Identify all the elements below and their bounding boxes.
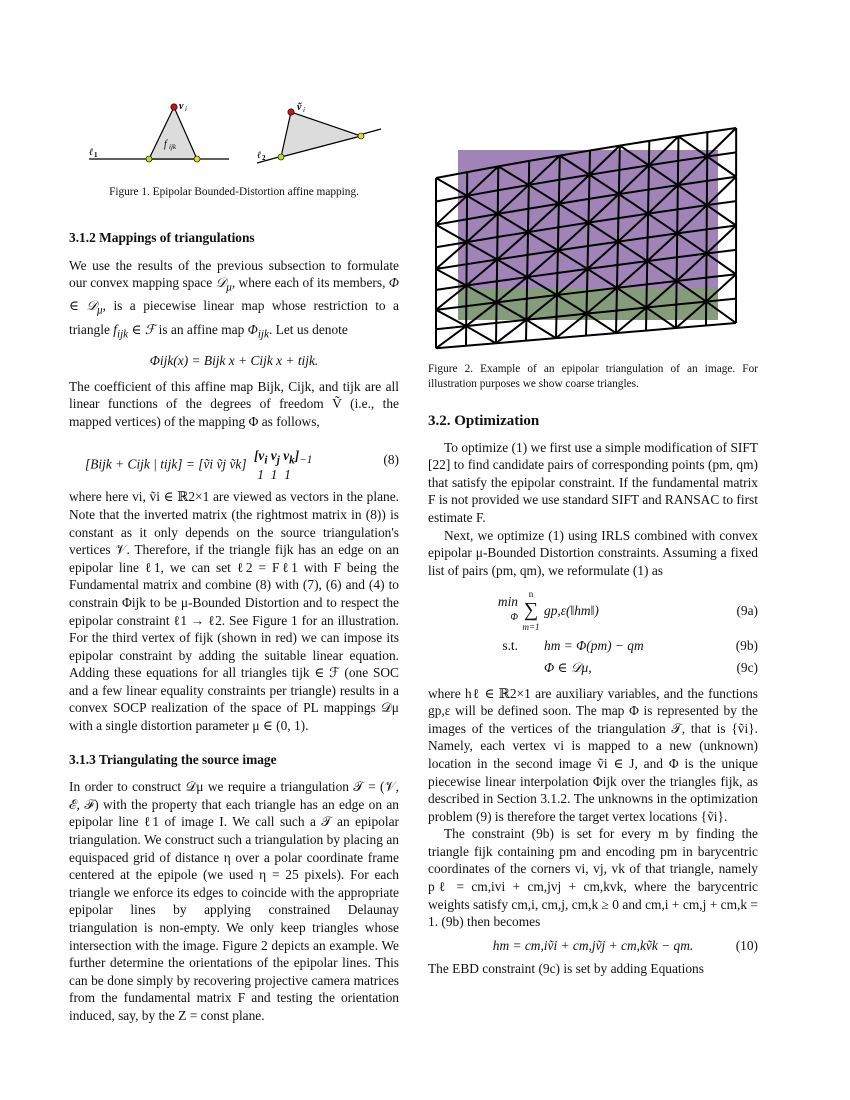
eq9a-body: gp,ε(‖hm‖) bbox=[544, 602, 599, 618]
left-column bbox=[69, 95, 399, 1025]
mesh-edge bbox=[496, 341, 526, 344]
equation-9b-row bbox=[428, 635, 758, 657]
label-vti: ṽ bbox=[297, 102, 302, 113]
vertex-right-1 bbox=[278, 154, 284, 160]
mesh-edge bbox=[706, 323, 736, 326]
vertex-right-2 bbox=[358, 133, 364, 139]
eq9b-body: hm = Φ(pm) − qm bbox=[544, 638, 644, 654]
optimization-problem bbox=[428, 585, 758, 678]
section-3-2-para-5: The EBD constraint (9c) is set by adding Equations bbox=[428, 961, 704, 977]
equation-9a-row: min Φ n ∑ m=1 gp,ε(‖hm‖) (9a) bbox=[428, 585, 758, 635]
mesh-edge bbox=[616, 331, 646, 334]
figure-1-diagram bbox=[69, 95, 399, 170]
figure-2-caption: Figure 2. Example of an epipolar triangulation of an image. For illustration purposes we show coarse triangles. bbox=[428, 363, 758, 390]
section-3-2-para-4: The constraint (9b) is set for every m by finding the triangle fijk containing pm and encoding pm in barycentric coordinates of the corners vi, vj, vk of that triangle, namely pℓ = cm,ivi + cm,jvj + cm,kvk, where the barycentric weights satisfy cm,i, cm,j, cm,k ≥ 0 and cm,i + cm,j + cm,k = 1. (9b) then becomes bbox=[428, 826, 758, 930]
eq9a-min: min bbox=[497, 594, 518, 610]
mapped-triangle bbox=[281, 112, 361, 157]
figure-1 bbox=[69, 95, 399, 198]
section-3-1-3-para: In order to construct 𝒟μ we require a triangulation 𝒯 = (𝒱, ℰ, ℱ) with the property that each triangle has an edge on an epipolar line ℓ1 of image I. We call such a 𝒯 an epipolar triangulation. We construct such a triangulation by placing an equispaced grid of distance η over a polar coordinate frame centered at the epipole (we used η = 25 pixels). For each triangle we enforce its edges to coincide with the appropriate epipolar lines by applying constrained Delaunay triangulation is non-empty. We only keep triangles whose intersection with the image. Figure 2 depicts an example. We further determine the orientations of the epipolar lines. This can be done simply by recovering projective camera matrices from the fundamental matrix F and testing the orientation induced, say, by the Z = const plane. bbox=[69, 779, 399, 1023]
label-fijk-sub: ijk bbox=[169, 143, 176, 151]
eq9b-number: (9b) bbox=[735, 638, 758, 654]
label-vi: v bbox=[179, 101, 184, 112]
mesh-edge bbox=[526, 320, 556, 338]
equation-affine-map: Φijk(x) = Bijk x + Cijk x + tijk. bbox=[149, 352, 319, 368]
label-vti-sub: i bbox=[303, 106, 305, 114]
equation-8-matrix: [$v_i$ $v_j$ $v_k$] 1 1 1 bbox=[253, 448, 300, 483]
figure-2-triangulation bbox=[428, 108, 758, 350]
eq9c-body: Φ ∈ 𝒟μ, bbox=[544, 659, 592, 675]
section-3-2-heading: 3.2. Optimization bbox=[428, 413, 540, 429]
vertex-vi bbox=[171, 104, 177, 110]
mesh-edge bbox=[678, 132, 707, 136]
label-l2: ℓ bbox=[257, 150, 262, 161]
vertex-left-1 bbox=[146, 156, 152, 162]
label-fijk: f bbox=[164, 139, 167, 150]
label-l1: ℓ bbox=[89, 147, 94, 158]
section-3-2-para-3: where hℓ ∈ ℝ2×1 are auxiliary variables, and the functions gp,ε will be defined soon. The map Φ is represented by the images of the vertices of the triangulation 𝒯, that is {ṽi}. Namely, each vertex vi is mapped to a new (unknown) location in the second image ṽi ∈ J, and Φ is the unique piecewise linear interpolation Φijk over the triangles fijk, as described in Section 3.1.2. The unknowns in the optimization problem (9) is therefore the target vertex locations {ṽi}. bbox=[428, 685, 758, 824]
mesh-edge bbox=[466, 343, 496, 346]
section-3-2-para-2: Next, we optimize (1) using IRLS combined with convex epipolar μ-Bounded Distortion constraints. Assuming a fixed list of pairs (pm, qm), we reformulate (1) as bbox=[428, 527, 758, 578]
section-3-2-para-1: To optimize (1) we first use a simple modification of SIFT [22] to find candidate pairs of corresponding points (pm, qm) that satisfy the epipolar constraint. If the fundamental matrix F is not provided we use standard SIFT and RANSAC to first estimate F. bbox=[428, 439, 758, 525]
equation-10-body: hm = cm,iṽi + cm,jṽj + cm,kṽk − qm. bbox=[492, 937, 694, 953]
label-l1-sub: 1 bbox=[94, 151, 98, 159]
eq9a-sum-bot: m=1 bbox=[522, 622, 540, 633]
mesh-edge bbox=[526, 338, 556, 341]
section-3-1-2-heading: 3.1.2 Mappings of triangulations bbox=[69, 230, 255, 245]
vertex-left-2 bbox=[194, 156, 200, 162]
eq9a-sum-top: n bbox=[528, 589, 534, 600]
mesh-edge bbox=[586, 333, 616, 336]
mesh-edge bbox=[676, 326, 706, 329]
right-column bbox=[428, 108, 758, 978]
equation-8: [Bijk + Cijk | tijk] = [ṽi ṽj ṽk] [$v_i$ $v_j$ $v_k$] 1 1 $1^{-1}$ (8) bbox=[69, 440, 399, 480]
mesh-edge bbox=[646, 328, 676, 331]
mesh-edge bbox=[620, 141, 649, 146]
equation-8-lhs: [Bijk + Cijk | tijk] = [ṽi ṽj ṽk] bbox=[85, 456, 247, 472]
eq9a-under: Φ bbox=[510, 612, 518, 624]
figure-2 bbox=[428, 108, 758, 350]
equation-8-number: (8) bbox=[383, 452, 399, 468]
section-3-1-2-para-2: The coefficient of this affine map Bijk, Cijk, and tijk are all linear functions of the degrees of freedom Ṽ (i.e., the mapped vertices) of the mapping Φ as follows, bbox=[69, 378, 399, 429]
equation-9c-row bbox=[428, 657, 758, 679]
mesh-edge bbox=[466, 326, 496, 343]
equation-10-number: (10) bbox=[735, 937, 758, 953]
label-vi-sub: i bbox=[185, 105, 187, 113]
section-3-1-2-para-3: where here vi, ṽi ∈ ℝ2×1 are viewed as vectors in the plane. Note that the inverted matrix (the rightmost matrix in (8)) is constant as it only depends on the source triangulation's vertices 𝒱. Therefore, if the triangle fijk has an edge on an epipolar line ℓ1, we can set ℓ2 = Fℓ1 with F being the Fundamental matrix and combine (8) with (7), (6) and (4) to constrain Φijk to be μ-Bounded Distortion and to respect the epipolar constraint ℓ1 → ℓ2. See Figure 1 for an illustration. For the third vertex of fijk (shown in red) we can impose its epipolar constraint by adding the suitable linear equation. Adding these equations for all triangles tijk ∈ ℱ (one SOC and a few linear equality constraints per triangle) results in a convex SOCP realization of the space of PL mappings 𝒟μ with a single distortion parameter μ ∈ (0, 1). bbox=[69, 489, 399, 734]
section-3-1-3-heading: 3.1.3 Triangulating the source image bbox=[69, 751, 277, 767]
vertex-vti bbox=[288, 109, 294, 115]
equation-10 bbox=[428, 937, 758, 955]
section-3-1-2-para-1: We use the results of the previous subsection to formulate our convex mapping space 𝒟$_\mu$, where each of its members, Φ ∈ 𝒟$_\mu$, is a piecewise linear map whose restriction to a triangle $f_{ijk}$ ∈ ℱ is an affine map $\Phi_{ijk}$. Let us denote bbox=[69, 257, 399, 341]
eq9b-st: s.t. bbox=[502, 638, 518, 654]
eq9c-number: (9c) bbox=[736, 659, 758, 675]
mesh-edge bbox=[556, 336, 586, 339]
figure-1-caption: Figure 1. Epipolar Bounded-Distortion affine mapping. bbox=[109, 185, 359, 198]
eq9a-number: (9a) bbox=[736, 602, 758, 618]
triangle-fijk bbox=[149, 107, 197, 159]
label-l2-sub: 2 bbox=[262, 154, 266, 162]
